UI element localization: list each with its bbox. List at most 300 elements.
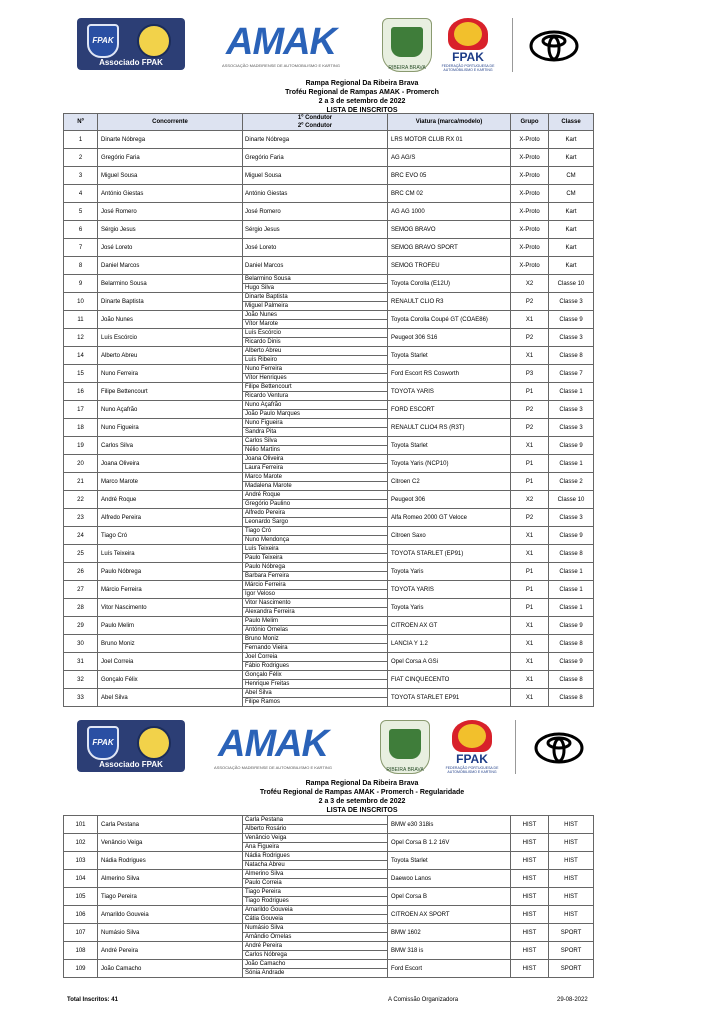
first-driver: Carlos Silva bbox=[243, 437, 387, 446]
table-row bbox=[64, 311, 594, 329]
entry-group: X1 bbox=[511, 527, 549, 545]
entry-class: Classe 9 bbox=[549, 617, 594, 635]
entry-number: 20 bbox=[64, 455, 98, 473]
vehicle-model: SEMOG BRAVO SPORT bbox=[388, 239, 511, 257]
fpak-federation-logo: FPAK FEDERAÇÃO PORTUGUESA DE AUTOMOBILISMO E KARTING bbox=[440, 18, 496, 74]
vehicle-model: BRC CM 02 bbox=[388, 185, 511, 203]
first-driver: Nuno Açafrão bbox=[243, 401, 387, 410]
header-condutores: 1º Condutor 2º Condutor bbox=[243, 114, 388, 131]
entry-class: HIST bbox=[549, 816, 594, 834]
entry-group: X-Proto bbox=[511, 221, 549, 239]
vehicle-model: LRS MOTOR CLUB RX 01 bbox=[388, 131, 511, 149]
drivers-cell bbox=[243, 671, 388, 689]
drivers-cell: Sérgio Jesus bbox=[243, 221, 388, 239]
entry-group: X1 bbox=[511, 635, 549, 653]
drivers-cell bbox=[243, 888, 388, 906]
entry-number: 19 bbox=[64, 437, 98, 455]
entry-group: HIST bbox=[511, 942, 549, 960]
drivers-cell: António Giestas bbox=[243, 185, 388, 203]
vehicle-model: BMW e30 318is bbox=[388, 816, 511, 834]
entrant-name: Gonçalo Félix bbox=[98, 671, 243, 689]
vehicle-model: Ford Escort RS Cosworth bbox=[388, 365, 511, 383]
table-row bbox=[64, 599, 594, 617]
first-driver: Belarmino Sousa bbox=[243, 275, 387, 284]
entry-class: Classe 8 bbox=[549, 689, 594, 707]
entry-class: HIST bbox=[549, 888, 594, 906]
vehicle-model: Toyota Starlet bbox=[388, 437, 511, 455]
entry-class: HIST bbox=[549, 834, 594, 852]
second-driver: Laura Ferreira bbox=[245, 465, 284, 471]
second-driver: Sandra Pita bbox=[245, 429, 277, 435]
toyota-logo-icon bbox=[534, 732, 584, 764]
entry-group: HIST bbox=[511, 960, 549, 978]
drivers-cell bbox=[243, 581, 388, 599]
second-driver: Nélio Martins bbox=[245, 447, 281, 453]
vehicle-model: RENAULT CLIO R3 bbox=[388, 293, 511, 311]
vehicle-model: AG AG 1000 bbox=[388, 203, 511, 221]
entry-number: 23 bbox=[64, 509, 98, 527]
fpak-federation-logo: FPAK FEDERAÇÃO PORTUGUESA DE AUTOMOBILISMO E KARTING bbox=[444, 720, 500, 776]
first-driver: Numásio Silva bbox=[243, 924, 387, 933]
document-date: 29-08-2022 bbox=[557, 997, 588, 1003]
entry-group: P1 bbox=[511, 563, 549, 581]
entry-group: P2 bbox=[511, 509, 549, 527]
vehicle-model: Toyota Corolla (E12U) bbox=[388, 275, 511, 293]
entrant-name: Gregório Faria bbox=[98, 149, 243, 167]
table-row bbox=[64, 365, 594, 383]
entry-number: 2 bbox=[64, 149, 98, 167]
fpak-associate-logo: FPAK Associado FPAK bbox=[77, 720, 185, 772]
vehicle-model: Daewoo Lanos bbox=[388, 870, 511, 888]
entry-class: SPORT bbox=[549, 960, 594, 978]
vehicle-model: Citroen C2 bbox=[388, 473, 511, 491]
table-row bbox=[64, 545, 594, 563]
fpak-shield-icon: FPAK bbox=[87, 726, 119, 760]
table-row bbox=[64, 437, 594, 455]
second-driver: Gregório Paulino bbox=[245, 501, 291, 507]
entrant-name: João Camacho bbox=[98, 960, 243, 978]
vehicle-model: Opel Corsa B bbox=[388, 888, 511, 906]
drivers-cell bbox=[243, 563, 388, 581]
entry-group: P1 bbox=[511, 383, 549, 401]
second-driver: Vítor Marote bbox=[245, 321, 279, 327]
first-driver: Luís Teixeira bbox=[243, 545, 387, 554]
entry-group: X1 bbox=[511, 437, 549, 455]
table-row bbox=[64, 816, 594, 834]
entry-group: X1 bbox=[511, 545, 549, 563]
entrant-name: João Nunes bbox=[98, 311, 243, 329]
entry-group: HIST bbox=[511, 852, 549, 870]
entry-number: 26 bbox=[64, 563, 98, 581]
second-driver: Amândio Ornelas bbox=[245, 934, 292, 940]
entrant-name: Sérgio Jesus bbox=[98, 221, 243, 239]
table-row bbox=[64, 653, 594, 671]
vehicle-model: Alfa Romeo 2000 GT Veloce bbox=[388, 509, 511, 527]
second-driver: António Ornelas bbox=[245, 627, 289, 633]
ribeira-brava-crest-icon: RIBEIRA BRAVA bbox=[380, 720, 430, 774]
second-driver: Alberto Rosário bbox=[245, 826, 287, 832]
entry-group: X-Proto bbox=[511, 239, 549, 257]
first-driver: João Camacho bbox=[243, 960, 387, 969]
entry-group: P2 bbox=[511, 419, 549, 437]
table-row bbox=[64, 942, 594, 960]
entrant-name: Daniel Marcos bbox=[98, 257, 243, 275]
drivers-cell bbox=[243, 275, 388, 293]
list-title: LISTA DE INSCRITOS bbox=[326, 107, 398, 114]
entry-class: HIST bbox=[549, 906, 594, 924]
second-driver: Cátia Gouveia bbox=[245, 916, 284, 922]
first-driver: Vitor Nascimento bbox=[243, 599, 387, 608]
second-driver: Vítor Henriques bbox=[245, 375, 287, 381]
table-row bbox=[64, 581, 594, 599]
table-row bbox=[64, 221, 594, 239]
entry-number: 31 bbox=[64, 653, 98, 671]
table-row bbox=[64, 257, 594, 275]
entry-number: 30 bbox=[64, 635, 98, 653]
entry-class: HIST bbox=[549, 870, 594, 888]
second-driver: João Paulo Marques bbox=[245, 411, 301, 417]
entrant-name: Filipe Bettencourt bbox=[98, 383, 243, 401]
second-driver: Luís Ribeiro bbox=[245, 357, 278, 363]
entry-number: 21 bbox=[64, 473, 98, 491]
entrant-name: Belarmino Sousa bbox=[98, 275, 243, 293]
vehicle-model: Ford Escort bbox=[388, 960, 511, 978]
vehicle-model: SEMOG BRAVO bbox=[388, 221, 511, 239]
entrant-name: Paulo Melim bbox=[98, 617, 243, 635]
entrant-name: José Romero bbox=[98, 203, 243, 221]
entry-number: 10 bbox=[64, 293, 98, 311]
event-dates: 2 a 3 de setembro de 2022 bbox=[318, 98, 406, 105]
entrant-name: Miguel Sousa bbox=[98, 167, 243, 185]
entry-group: X-Proto bbox=[511, 257, 549, 275]
entry-number: 108 bbox=[64, 942, 98, 960]
entry-group: HIST bbox=[511, 816, 549, 834]
drivers-cell bbox=[243, 437, 388, 455]
entry-group: P1 bbox=[511, 473, 549, 491]
event-title-2: Rampa Regional Da Ribeira Brava bbox=[305, 780, 419, 787]
drivers-cell bbox=[243, 293, 388, 311]
drivers-cell bbox=[243, 816, 388, 834]
second-driver: Igor Veloso bbox=[245, 591, 276, 597]
table-row bbox=[64, 671, 594, 689]
second-driver: Filipe Ramos bbox=[245, 699, 281, 705]
second-driver: Ricardo Dinis bbox=[245, 339, 281, 345]
first-driver: André Pereira bbox=[243, 942, 387, 951]
table-row bbox=[64, 455, 594, 473]
entry-number: 3 bbox=[64, 167, 98, 185]
first-driver: Dinarte Baptista bbox=[243, 293, 387, 302]
drivers-cell bbox=[243, 365, 388, 383]
entry-group: X2 bbox=[511, 491, 549, 509]
second-driver: Sónia Andrade bbox=[245, 970, 285, 976]
drivers-cell bbox=[243, 509, 388, 527]
entry-group: X-Proto bbox=[511, 131, 549, 149]
header-grupo: Grupo bbox=[511, 114, 549, 131]
entry-number: 17 bbox=[64, 401, 98, 419]
trophy-title: Troféu Regional de Rampas AMAK - Promerch bbox=[285, 89, 439, 96]
entry-number: 102 bbox=[64, 834, 98, 852]
entrant-name: Bruno Moniz bbox=[98, 635, 243, 653]
entry-number: 24 bbox=[64, 527, 98, 545]
table-row bbox=[64, 401, 594, 419]
table-row bbox=[64, 960, 594, 978]
entry-group: HIST bbox=[511, 906, 549, 924]
entrant-name: André Pereira bbox=[98, 942, 243, 960]
entry-class: Classe 9 bbox=[549, 311, 594, 329]
drivers-cell bbox=[243, 527, 388, 545]
entrant-name: Tiago Pereira bbox=[98, 888, 243, 906]
entry-number: 14 bbox=[64, 347, 98, 365]
first-driver: Alberto Abreu bbox=[243, 347, 387, 356]
header-concorrente: Concorrente bbox=[98, 114, 243, 131]
drivers-cell bbox=[243, 599, 388, 617]
entry-number: 103 bbox=[64, 852, 98, 870]
entry-class: HIST bbox=[549, 852, 594, 870]
drivers-cell: José Loreto bbox=[243, 239, 388, 257]
entry-class: Classe 8 bbox=[549, 635, 594, 653]
table-row bbox=[64, 635, 594, 653]
header-classe: Classe bbox=[549, 114, 594, 131]
first-driver: Nuno Ferreira bbox=[243, 365, 387, 374]
first-driver: Filipe Bettencourt bbox=[243, 383, 387, 392]
entry-number: 16 bbox=[64, 383, 98, 401]
entry-group: HIST bbox=[511, 834, 549, 852]
drivers-cell bbox=[243, 635, 388, 653]
entrant-name: Paulo Nóbrega bbox=[98, 563, 243, 581]
entry-class: CM bbox=[549, 167, 594, 185]
first-driver: Alfredo Pereira bbox=[243, 509, 387, 518]
first-driver: Tiago Pereira bbox=[243, 888, 387, 897]
entry-number: 101 bbox=[64, 816, 98, 834]
entry-group: P1 bbox=[511, 581, 549, 599]
entry-group: X1 bbox=[511, 617, 549, 635]
first-driver: Paulo Nóbrega bbox=[243, 563, 387, 572]
table-row bbox=[64, 491, 594, 509]
vehicle-model: TOYOTA YARIS bbox=[388, 581, 511, 599]
vehicle-model: CITROEN AX GT bbox=[388, 617, 511, 635]
first-driver: Venâncio Veiga bbox=[243, 834, 387, 843]
table-row bbox=[64, 167, 594, 185]
drivers-cell bbox=[243, 870, 388, 888]
entrant-name: Venâncio Veiga bbox=[98, 834, 243, 852]
entrant-name: Alfredo Pereira bbox=[98, 509, 243, 527]
drivers-cell bbox=[243, 942, 388, 960]
vehicle-model: TOYOTA YARIS bbox=[388, 383, 511, 401]
vehicle-model: Toyota Starlet bbox=[388, 852, 511, 870]
first-driver: Joana Oliveira bbox=[243, 455, 387, 464]
entry-group: X1 bbox=[511, 311, 549, 329]
drivers-cell bbox=[243, 347, 388, 365]
entrant-name: Nuno Figueira bbox=[98, 419, 243, 437]
entry-class: Kart bbox=[549, 257, 594, 275]
entry-group: X1 bbox=[511, 689, 549, 707]
first-driver: Gonçalo Félix bbox=[243, 671, 387, 680]
table-row bbox=[64, 473, 594, 491]
first-driver: Tiago Cró bbox=[243, 527, 387, 536]
first-driver: Paulo Melim bbox=[243, 617, 387, 626]
second-driver: Henrique Freitas bbox=[245, 681, 290, 687]
first-driver: Joel Correia bbox=[243, 653, 387, 662]
entrant-name: Luís Escórcio bbox=[98, 329, 243, 347]
second-driver: Leonardo Sargo bbox=[245, 519, 289, 525]
entry-group: X-Proto bbox=[511, 203, 549, 221]
entry-number: 8 bbox=[64, 257, 98, 275]
drivers-cell bbox=[243, 311, 388, 329]
entry-class: Classe 1 bbox=[549, 581, 594, 599]
drivers-cell: Daniel Marcos bbox=[243, 257, 388, 275]
table-row bbox=[64, 149, 594, 167]
amak-logo: AMAK ASSOCIAÇÃO MADEIRENSE DE AUTOMOBILISMO E KARTING bbox=[214, 723, 332, 770]
logo-divider bbox=[512, 18, 513, 72]
fpak-shield-icon: FPAK bbox=[87, 24, 119, 58]
entry-group: X-Proto bbox=[511, 149, 549, 167]
entrant-name: Dinarte Nóbrega bbox=[98, 131, 243, 149]
entry-group: P2 bbox=[511, 401, 549, 419]
entrant-name: António Giestas bbox=[98, 185, 243, 203]
entrant-name: Carla Pestana bbox=[98, 816, 243, 834]
drivers-cell: Miguel Sousa bbox=[243, 167, 388, 185]
entry-number: 32 bbox=[64, 671, 98, 689]
vehicle-model: AG AG/S bbox=[388, 149, 511, 167]
entry-group: HIST bbox=[511, 888, 549, 906]
entrant-name: Márcio Ferreira bbox=[98, 581, 243, 599]
entry-number: 11 bbox=[64, 311, 98, 329]
table-row bbox=[64, 563, 594, 581]
header-number: Nº bbox=[64, 114, 98, 131]
entry-number: 18 bbox=[64, 419, 98, 437]
entry-number: 9 bbox=[64, 275, 98, 293]
section2-header bbox=[0, 779, 724, 815]
entry-number: 15 bbox=[64, 365, 98, 383]
entry-number: 25 bbox=[64, 545, 98, 563]
entries-table bbox=[63, 113, 594, 707]
entry-class: Classe 3 bbox=[549, 509, 594, 527]
entry-group: P1 bbox=[511, 455, 549, 473]
logo-divider bbox=[515, 720, 516, 774]
table-row bbox=[64, 185, 594, 203]
regularity-entries-table bbox=[63, 815, 594, 978]
table-row bbox=[64, 383, 594, 401]
header-logo-bar bbox=[0, 14, 724, 76]
drivers-cell bbox=[243, 689, 388, 707]
second-driver: Alexandra Ferreira bbox=[245, 609, 295, 615]
drivers-cell bbox=[243, 401, 388, 419]
entry-group: X2 bbox=[511, 275, 549, 293]
list-title-2: LISTA DE INSCRITOS bbox=[326, 807, 398, 814]
entrant-name: Abel Silva bbox=[98, 689, 243, 707]
entry-class: Classe 1 bbox=[549, 563, 594, 581]
entry-class: Classe 8 bbox=[549, 347, 594, 365]
table-row bbox=[64, 870, 594, 888]
table-row bbox=[64, 852, 594, 870]
first-driver: Abel Silva bbox=[243, 689, 387, 698]
second-driver: Barbara Ferreira bbox=[245, 573, 290, 579]
entry-class: Kart bbox=[549, 149, 594, 167]
first-driver: Amarildo Gouveia bbox=[243, 906, 387, 915]
entry-class: SPORT bbox=[549, 924, 594, 942]
drivers-cell bbox=[243, 473, 388, 491]
entry-number: 12 bbox=[64, 329, 98, 347]
entrant-name: Joana Oliveira bbox=[98, 455, 243, 473]
table-row bbox=[64, 527, 594, 545]
entry-number: 107 bbox=[64, 924, 98, 942]
drivers-cell: Gregório Faria bbox=[243, 149, 388, 167]
table-row bbox=[64, 275, 594, 293]
vehicle-model: Toyota Yaris bbox=[388, 599, 511, 617]
organizing-committee: A Comissão Organizadora bbox=[388, 997, 459, 1003]
entry-class: Classe 9 bbox=[549, 437, 594, 455]
entry-number: 22 bbox=[64, 491, 98, 509]
second-driver: Paulo Correia bbox=[245, 880, 282, 886]
entrant-name: Tiago Cró bbox=[98, 527, 243, 545]
vehicle-model: RENAULT CLIO4 RS (R3T) bbox=[388, 419, 511, 437]
table-row bbox=[64, 419, 594, 437]
vehicle-model: Toyota Yaris bbox=[388, 563, 511, 581]
entry-number: 105 bbox=[64, 888, 98, 906]
table-row bbox=[64, 689, 594, 707]
entry-number: 104 bbox=[64, 870, 98, 888]
drivers-cell bbox=[243, 545, 388, 563]
entry-class: CM bbox=[549, 185, 594, 203]
drivers-cell bbox=[243, 653, 388, 671]
entry-class: Classe 1 bbox=[549, 599, 594, 617]
first-driver: Nádia Rodrigues bbox=[243, 852, 387, 861]
entry-group: P2 bbox=[511, 329, 549, 347]
drivers-cell bbox=[243, 852, 388, 870]
vehicle-model: BMW 318 is bbox=[388, 942, 511, 960]
entry-number: 27 bbox=[64, 581, 98, 599]
entry-group: X1 bbox=[511, 653, 549, 671]
table-row bbox=[64, 834, 594, 852]
entry-number: 33 bbox=[64, 689, 98, 707]
second-driver: Miguel Palmeira bbox=[245, 303, 289, 309]
drivers-cell bbox=[243, 491, 388, 509]
entry-class: Classe 8 bbox=[549, 545, 594, 563]
first-driver: Bruno Moniz bbox=[243, 635, 387, 644]
entry-number: 4 bbox=[64, 185, 98, 203]
entrant-name: Nuno Açafrão bbox=[98, 401, 243, 419]
first-driver: Luís Escórcio bbox=[243, 329, 387, 338]
entry-number: 29 bbox=[64, 617, 98, 635]
drivers-cell bbox=[243, 924, 388, 942]
drivers-cell bbox=[243, 906, 388, 924]
vehicle-model: LANCIA Y 1.2 bbox=[388, 635, 511, 653]
second-driver: Madalena Marote bbox=[245, 483, 292, 489]
drivers-cell: Dinarte Nóbrega bbox=[243, 131, 388, 149]
entry-group: X-Proto bbox=[511, 185, 549, 203]
entry-number: 28 bbox=[64, 599, 98, 617]
second-driver: Fernando Vieira bbox=[245, 645, 288, 651]
vehicle-model: Opel Corsa B 1.2 16V bbox=[388, 834, 511, 852]
entry-number: 6 bbox=[64, 221, 98, 239]
entrant-name: Nádia Rodrigues bbox=[98, 852, 243, 870]
drivers-cell bbox=[243, 834, 388, 852]
entry-class: Kart bbox=[549, 221, 594, 239]
entry-number: 7 bbox=[64, 239, 98, 257]
vehicle-model: Citroen Saxo bbox=[388, 527, 511, 545]
ribeira-brava-crest-icon: RIBEIRA BRAVA bbox=[382, 18, 432, 72]
table-row bbox=[64, 329, 594, 347]
vehicle-model: Toyota Yaris (NCP10) bbox=[388, 455, 511, 473]
first-driver: Marco Marote bbox=[243, 473, 387, 482]
table-row bbox=[64, 131, 594, 149]
entry-group: P3 bbox=[511, 365, 549, 383]
entrant-name: Joel Correia bbox=[98, 653, 243, 671]
table-row bbox=[64, 924, 594, 942]
vehicle-model: Peugeot 306 bbox=[388, 491, 511, 509]
second-driver: Carlos Nóbrega bbox=[245, 952, 288, 958]
section1-header bbox=[0, 79, 724, 115]
